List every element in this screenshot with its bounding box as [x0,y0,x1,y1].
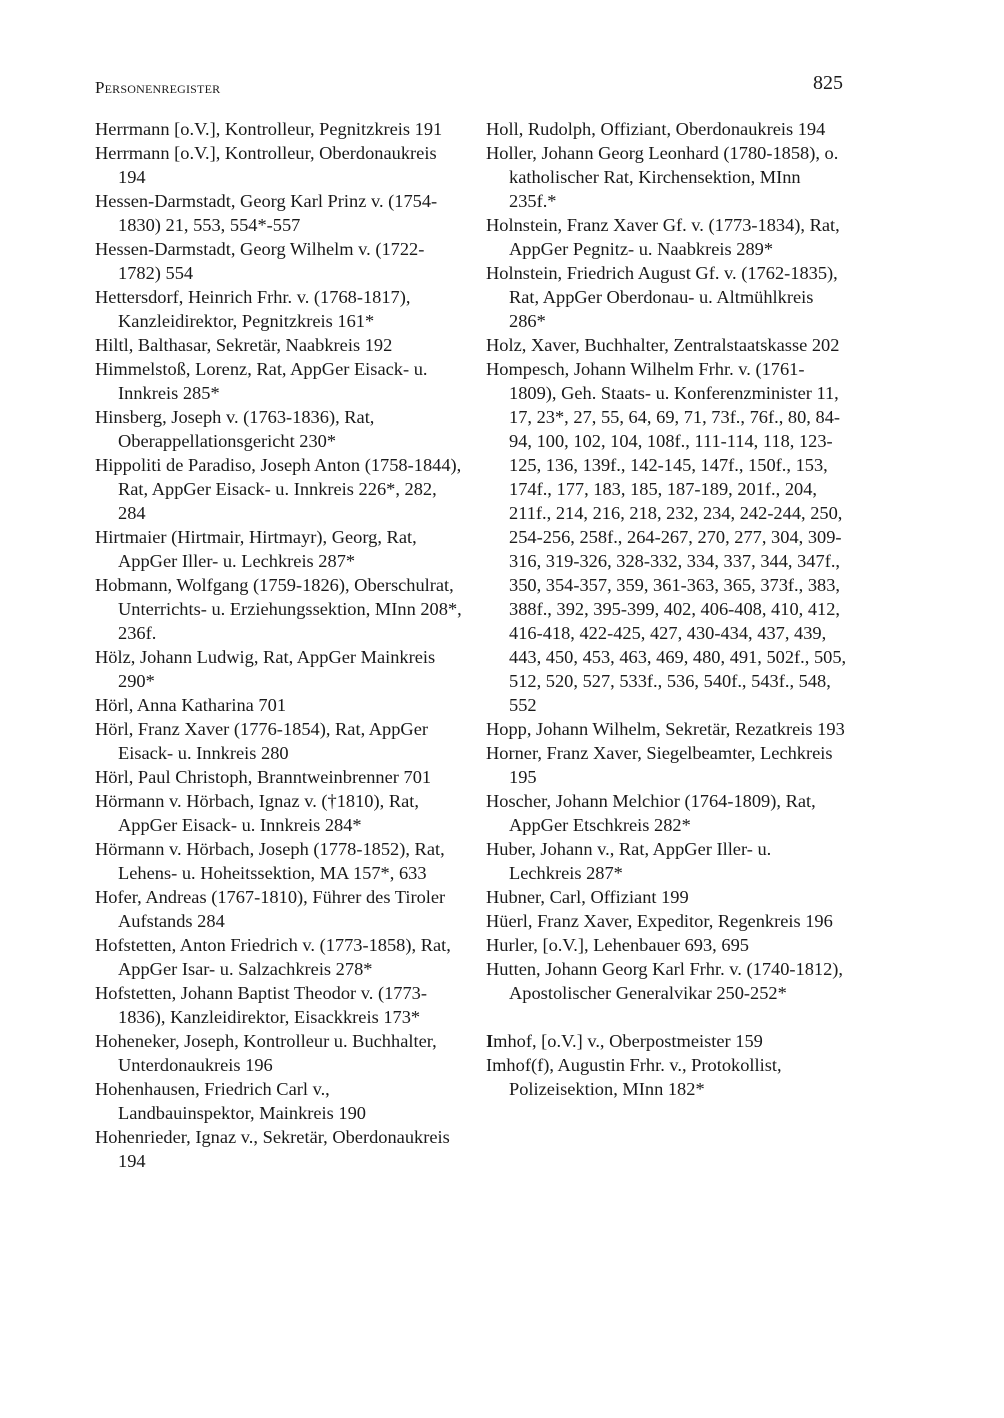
index-entry: Holnstein, Franz Xaver Gf. v. (1773-1834), Rat, AppGer Pegnitz- u. Naabkreis 289* [486,215,840,259]
index-entry: Hörl, Anna Katharina 701 [95,695,287,715]
index-entry: Hobmann, Wolfgang (1759-1826), Oberschulrat, Unterrichts- u. Erziehungssektion, MInn 208*, 236f. [95,575,462,643]
index-entry: Hurler, [o.V.], Lehenbauer 693, 695 [486,935,749,955]
index-entry: Horner, Franz Xaver, Siegelbeamter, Lechkreis 195 [486,743,833,787]
index-entry: Hoheneker, Joseph, Kontrolleur u. Buchhalter, Unterdonaukreis 196 [95,1031,437,1075]
index-entry: Hiltl, Balthasar, Sekretär, Naabkreis 192 [95,335,393,355]
index-entry: Hirtmaier (Hirtmair, Hirtmayr), Georg, Rat, AppGer Iller- u. Lechkreis 287* [95,527,417,571]
index-entry-text: mhof, [o.V.] v., Oberpostmeister 159 [493,1031,763,1051]
index-entry: Hohenrieder, Ignaz v., Sekretär, Oberdonaukreis 194 [95,1127,450,1171]
running-title: Personenregister [95,78,221,97]
index-column-right [486,117,848,1101]
index-entry: Hofer, Andreas (1767-1810), Führer des Tiroler Aufstands 284 [95,887,446,931]
index-entry: Hörl, Paul Christoph, Branntweinbrenner 701 [95,767,432,787]
index-entry: Hubner, Carl, Offiziant 199 [486,887,689,907]
index-entry: Herrmann [o.V.], Kontrolleur, Pegnitzkreis 191 [95,119,443,139]
index-entry: Hompesch, Johann Wilhelm Frhr. v. (1761-1809), Geh. Staats- u. Konferenzminister 11, 17, 23*, 27, 55, 64, 69, 71, 73f., 76f., 80, 84-94, 100, 102, 104, 108f., 111-114, 118, 123-125, 136, 139f., 142-145, 147f., 150f., 153, 174f., 177, 183, 185, 187-189, 201f., 204, 211f., 214, 216, 218, 232, 234, 242-244, 250, 254-256, 258f., 264-267, 270, 277, 304, 309-316, 319-326, 328-332, 334, 337, 344, 347f., 350, 354-357, 359, 361-363, 365, 373f., 383, 388f., 392, 395-399, 402, 406-408, 410, 412, 416-418, 422-425, 427, 430-434, 437, 439, 443, 450, 453, 463, 469, 480, 491, 502f., 505, 512, 520, 527, 533f., 536, 540f., 543f., 548, 552 [486,359,847,715]
index-entry: Hofstetten, Anton Friedrich v. (1773-1858), Rat, AppGer Isar- u. Salzachkreis 278* [95,935,451,979]
index-entry: Hörl, Franz Xaver (1776-1854), Rat, AppGer Eisack- u. Innkreis 280 [95,719,428,763]
index-entry: Holnstein, Friedrich August Gf. v. (1762-1835), Rat, AppGer Oberdonau- u. Altmühlkreis 286* [486,263,838,331]
index-entry: Hohenhausen, Friedrich Carl v., Landbauinspektor, Mainkreis 190 [95,1079,366,1123]
page-number: 825 [813,72,843,94]
index-entry-section-start [486,1029,848,1053]
index-entry: Holl, Rudolph, Offiziant, Oberdonaukreis 194 [486,119,826,139]
index-entry: Hopp, Johann Wilhelm, Sekretär, Rezatkreis 193 [486,719,845,739]
index-entry: Hölz, Johann Ludwig, Rat, AppGer Mainkreis 290* [95,647,436,691]
index-entry: Hessen-Darmstadt, Georg Wilhelm v. (1722-1782) 554 [95,239,425,283]
index-entry: Huber, Johann v., Rat, AppGer Iller- u. Lechkreis 287* [486,839,772,883]
index-entry: Herrmann [o.V.], Kontrolleur, Oberdonaukreis 194 [95,143,437,187]
index-entry: Himmelstoß, Lorenz, Rat, AppGer Eisack- u. Innkreis 285* [95,359,428,403]
index-entry: Holz, Xaver, Buchhalter, Zentralstaatskasse 202 [486,335,840,355]
index-entry: Hessen-Darmstadt, Georg Karl Prinz v. (1754-1830) 21, 553, 554*-557 [95,191,438,235]
index-entry: Hinsberg, Joseph v. (1763-1836), Rat, Oberappellationsgericht 230* [95,407,375,451]
index-column-left [95,117,463,1173]
index-entry: Hofstetten, Johann Baptist Theodor v. (1773-1836), Kanzleidirektor, Eisackkreis 173* [95,983,428,1027]
running-head [95,72,843,100]
index-entry: Hettersdorf, Heinrich Frhr. v. (1768-1817), Kanzleidirektor, Pegnitzkreis 161* [95,287,411,331]
section-gap [486,1005,848,1029]
index-entry: Imhof(f), Augustin Frhr. v., Protokollist, Polizeisektion, MInn 182* [486,1055,782,1099]
index-entry: Hoscher, Johann Melchior (1764-1809), Rat, AppGer Etschkreis 282* [486,791,816,835]
index-entry: Hutten, Johann Georg Karl Frhr. v. (1740-1812), Apostolischer Generalvikar 250-252* [486,959,844,1003]
section-initial-letter: I [486,1031,494,1051]
index-entry: Holler, Johann Georg Leonhard (1780-1858), o. katholischer Rat, Kirchensektion, MInn 235f.* [486,143,839,211]
index-entry: Hüerl, Franz Xaver, Expeditor, Regenkreis 196 [486,911,833,931]
index-entry: Hippoliti de Paradiso, Joseph Anton (1758-1844), Rat, AppGer Eisack- u. Innkreis 226*, 282, 284 [95,455,462,523]
index-entry: Hörmann v. Hörbach, Joseph (1778-1852), Rat, Lehens- u. Hoheitssektion, MA 157*, 633 [95,839,445,883]
index-entry: Hörmann v. Hörbach, Ignaz v. (†1810), Rat, AppGer Eisack- u. Innkreis 284* [95,791,419,835]
